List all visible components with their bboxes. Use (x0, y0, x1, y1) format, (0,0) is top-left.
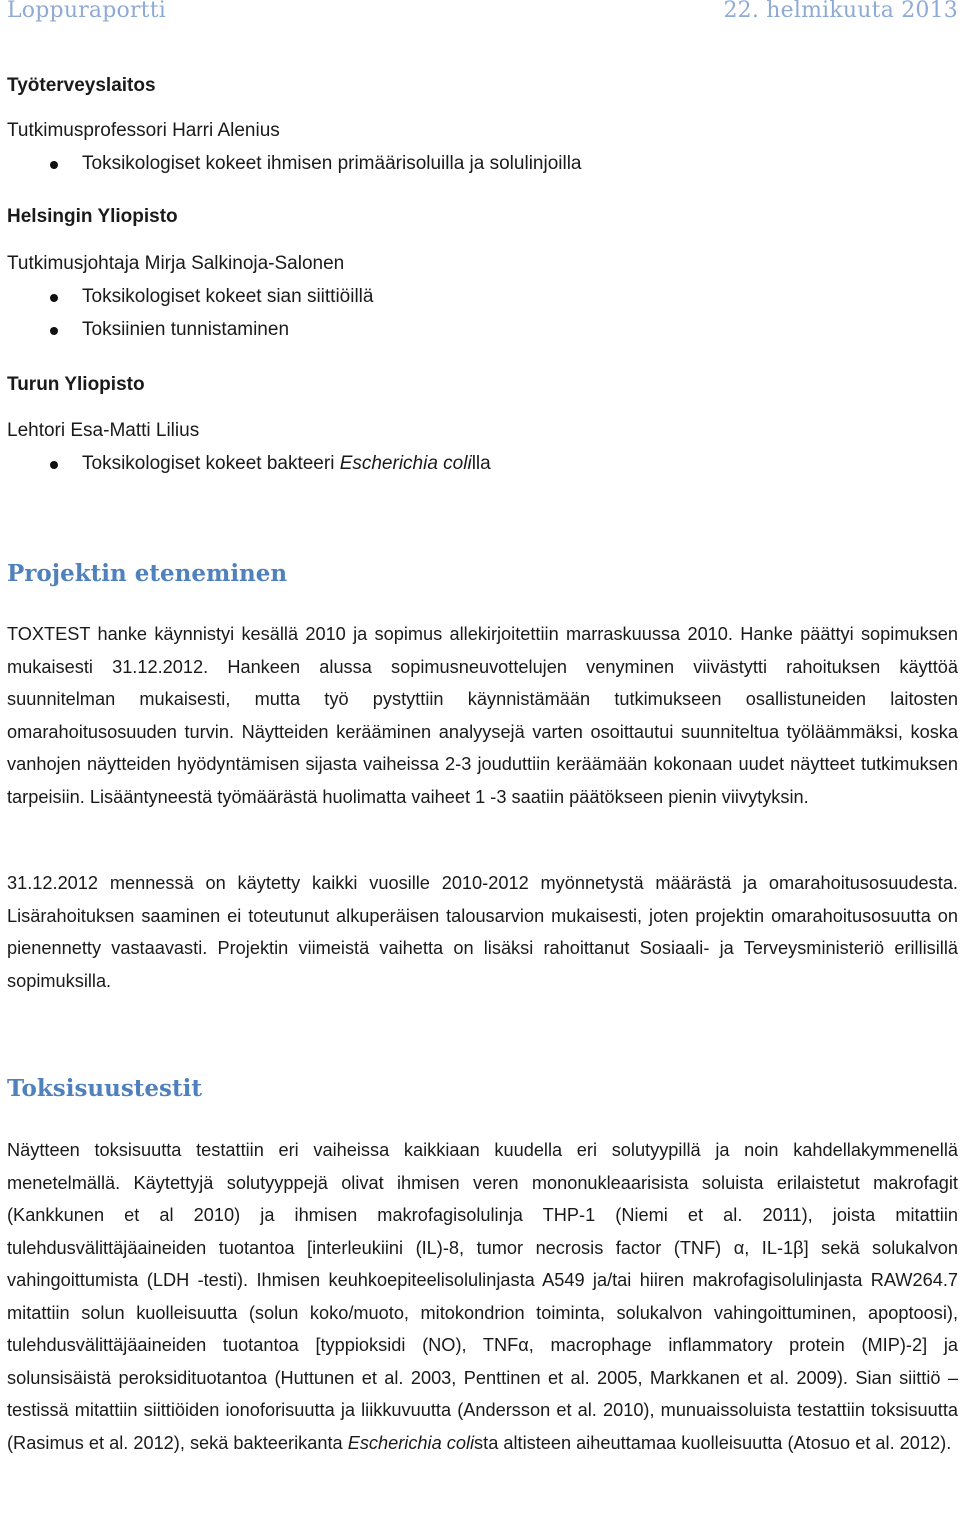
org-person: Lehtori Esa-Matti Lilius (7, 420, 200, 441)
section-heading: Projektin eteneminen (7, 560, 288, 587)
org-person: Tutkimusprofessori Harri Alenius (7, 120, 280, 141)
bullet-icon (50, 161, 58, 169)
paragraph: 31.12.2012 mennessä on käytetty kaikki vuosille 2010-2012 myönnetystä määrästä ja omarahoitusosuudesta. Lisärahoituksen saaminen ei toteutunut alkuperäisen talousarvion mukaisesti, joten projektin omarahoitusosuutta on pienennetty vastaavasti. Projektin viimeistä vaihetta on lisäksi rahoittanut Sosiaali- ja Terveysministeriö erillisillä sopimuksilla. (7, 873, 958, 991)
paragraph: Näytteen toksisuutta testattiin eri vaiheissa kaikkiaan kuudella eri solutyypillä ja noin kahdellakymmenellä menetelmällä. Käytettyjä solutyyppejä olivat ihmisen veren mononukleaarisista soluista erilaistetut makrofagit (Kankkunen et al 2010) ja ihmisen makrofagisolulinja THP-1 (Niemi et al. 2011), joista mitattiin tulehdusvälittäjäaineiden tuotantoa [interleukiini (IL)-8, tumor necrosis factor (TNF) α, IL-1β] sekä solukalvon vahingoittumista (LDH -testi). Ihmisen keuhkoepiteelisolulinjasta A549 ja/tai hiiren makrofagisolulinjasta RAW264.7 mitattiin solun kuolleisuutta (solun koko/muoto, mitokondrion toiminta, solukalvon vahingoittuminen, apoptoosi), tulehdusvälittäjäaineiden tuotantoa [typpioksidi (NO), TNFα, macrophage inflammatory protein (MIP)-2] ja solunsisäistä peroksidituotantoa (Huttunen et al. 2003, Penttinen et al. 2005, Markkanen et al. 2009). Sian siittiö –testissä mitattiin siittiöiden ionoforisuutta ja liikkuvuutta (Andersson et al. 2010), munuaissoluista testattiin toksisuutta (Rasimus et al. 2012), sekä bakteerikanta Escherichia colista altisteen aiheuttamaa kuolleisuutta (Atosuo et al. 2012). (7, 1140, 958, 1453)
paragraph: TOXTEST hanke käynnistyi kesällä 2010 ja sopimus allekirjoitettiin marraskuussa 2010. Hanke päättyi sopimuksen mukaisesti 31.12.2012. Hankeen alussa sopimusneuvottelujen venyminen viivästytti rahoituksen käyttöä suunnitelman mukaisesti, mutta työ pystyttiin käynnistämään tutkimukseen osallistuneiden laitosten omarahoitusosuuden turvin. Näytteiden kerääminen analyysejä varten osoittautui suunniteltua työläämmäksi, koska vanhojen näytteiden hyödyntämisen sijasta vaiheissa 2-3 jouduttiin keräämään kokonaan uudet näytteet tutkimuksen tarpeisiin. Lisääntyneestä työmäärästä huolimatta vaiheet 1 -3 saatiin päätökseen pienin viivytyksin. (7, 624, 958, 807)
org-person: Tutkimusjohtaja Mirja Salkinoja-Salonen (7, 253, 345, 274)
bullet-icon (50, 461, 58, 469)
bullet-icon (50, 294, 58, 302)
header-title: Loppuraportti (7, 0, 166, 23)
bullet-icon (50, 327, 58, 335)
org-name: Työterveyslaitos (7, 75, 156, 96)
page-header (7, 0, 958, 26)
org-name: Turun Yliopisto (7, 374, 145, 395)
org-name: Helsingin Yliopisto (7, 206, 178, 227)
header-date: 22. helmikuuta 2013 (723, 0, 958, 23)
section-heading: Toksisuustestit (7, 1075, 202, 1102)
